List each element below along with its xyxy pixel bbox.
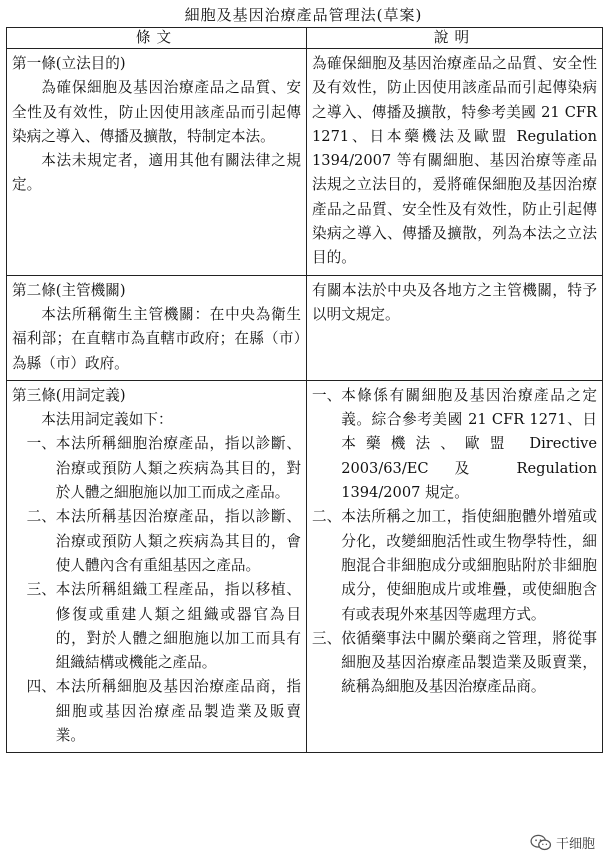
law-comparison-table xyxy=(6,27,603,753)
watermark xyxy=(530,833,595,852)
table-row xyxy=(7,380,603,752)
watermark-text: 干细胞 xyxy=(555,837,595,852)
list-item xyxy=(12,675,301,748)
item-text: 本法所稱細胞及基因治療產品商，指細胞或基因治療產品製造業及販賣業。 xyxy=(55,678,301,745)
item-text: 依循藥事法中關於藥商之管理，將從事細胞及基因治療產品製造業及販賣業，統稱為細胞及基因治療產品商。 xyxy=(341,629,597,696)
header-article: 條文 xyxy=(7,28,307,49)
item-number: 二、 xyxy=(26,508,56,526)
list-item xyxy=(312,627,597,700)
wechat-icon xyxy=(530,834,552,852)
table-row xyxy=(7,49,603,276)
item-text: 本條係有關細胞及基因治療產品之定義。綜合參考美國 21 CFR 1271、日本藥機法、歐盟 Directive 2003/63/EC 及 Regulation 1394/2007 規定。 xyxy=(341,386,597,502)
definition-list xyxy=(12,432,301,748)
header-explanation: 說明 xyxy=(307,28,603,49)
item-number: 三、 xyxy=(312,629,342,647)
explanation-text: 有關本法於中央及各地方之主管機關，特予以明文規定。 xyxy=(312,281,597,323)
list-item xyxy=(312,384,597,505)
article-cell xyxy=(7,380,307,752)
item-number: 四、 xyxy=(26,678,56,696)
article-paragraph: 本法未規定者，適用其他有關法律之規定。 xyxy=(12,152,301,194)
list-item xyxy=(12,578,301,675)
table-row xyxy=(7,275,603,380)
article-cell xyxy=(7,275,307,380)
item-number: 一、 xyxy=(312,386,342,404)
article-heading: 第一條(立法目的) xyxy=(12,55,126,72)
article-heading: 第三條(用詞定義) xyxy=(12,386,126,404)
article-intro: 本法用詞定義如下： xyxy=(41,411,173,429)
table-header-row xyxy=(7,28,603,49)
article-paragraph: 為確保細胞及基因治療產品之品質、安全性及有效性，防止因使用該產品而引起傳染病之導入、傳播及擴散，特制定本法。 xyxy=(12,79,301,145)
explanation-cell xyxy=(307,275,603,380)
list-item xyxy=(12,505,301,578)
item-text: 本法所稱組織工程產品，指以移植、修復或重建人類之組織或器官為目的，對於人體之細胞施以加工而具有組織結構或機能之產品。 xyxy=(55,581,301,672)
item-text: 本法所稱之加工，指使細胞體外增殖或分化，改變細胞活性或生物學特性，細胞混合非細胞成分或細胞貼附於非細胞成分，使細胞成片或堆疊，或使細胞含有或表現外來基因等處理方式。 xyxy=(341,508,597,623)
article-paragraph: 本法所稱衛生主管機關：在中央為衛生福利部；在直轄市為直轄市政府；在縣（市）為縣（市）政府。 xyxy=(12,305,301,372)
explanation-cell xyxy=(307,380,603,752)
explanation-text: 為確保細胞及基因治療產品之品質、安全性及有效性，防止因使用該產品而引起傳染病之導入、傳播及擴散，特參考美國 21 CFR 1271、日本藥機法及歐盟 Regulation 1394/2007 等有關細胞、基因治療等產品法規之立法目的，爰將確保細胞及基因治療產品之品質、安全性及有效性，防止引起傳染病之導入、傳播及擴散，列為本法之立法目的。 xyxy=(312,55,597,267)
list-item xyxy=(312,505,597,626)
article-heading: 第二條(主管機關) xyxy=(12,281,126,299)
explanation-cell xyxy=(307,49,603,276)
item-text: 本法所稱細胞治療產品，指以診斷、治療或預防人類之疾病為其目的，對於人體之細胞施以加工而成之產品。 xyxy=(55,435,301,502)
explanation-list xyxy=(312,384,597,700)
item-number: 二、 xyxy=(312,508,342,526)
list-item xyxy=(12,432,301,505)
item-number: 三、 xyxy=(26,581,56,599)
item-text: 本法所稱基因治療產品，指以診斷、治療或預防人類之疾病為其目的，會使人體內含有重組基因之產品。 xyxy=(55,508,301,574)
article-cell xyxy=(7,49,307,276)
item-number: 一、 xyxy=(26,435,56,453)
document-title: 細胞及基因治療產品管理法(草案) xyxy=(184,6,423,24)
